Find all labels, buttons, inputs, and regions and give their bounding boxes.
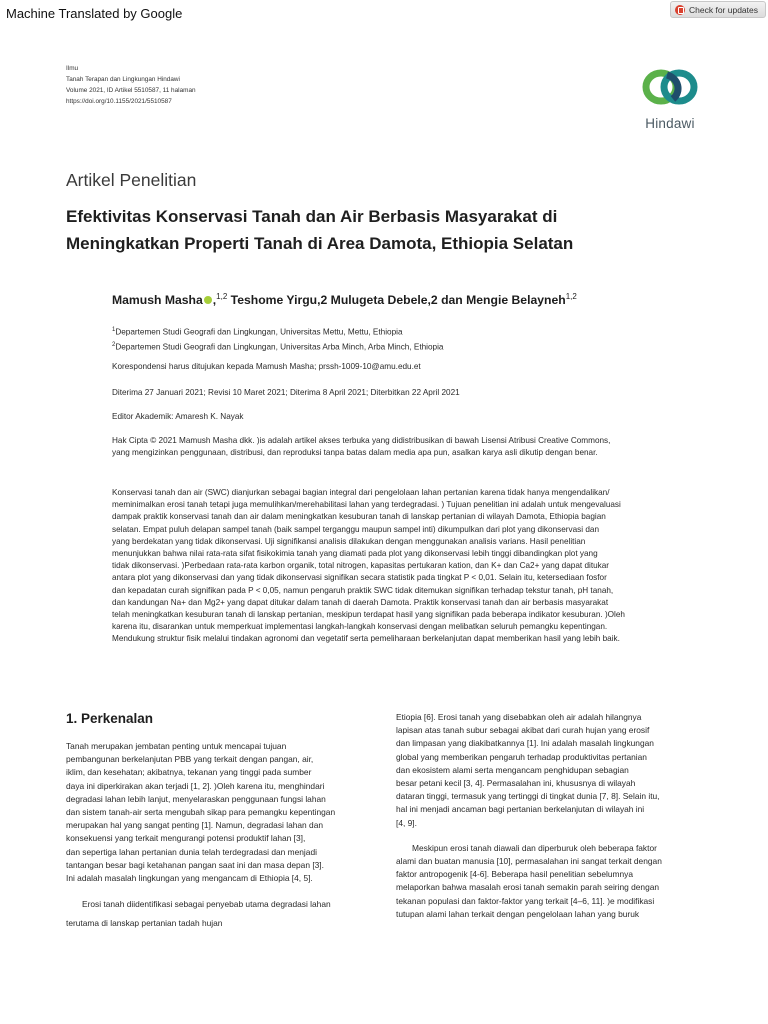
bookmark-icon	[675, 5, 685, 15]
abstract-line: Konservasi tanah dan air (SWC) dianjurkan sebagai bagian integral dari pengelolaan lahan pertanian karena tidak hanya mengendalikan/	[112, 488, 610, 497]
abstract-line: selatan. Empat puluh delapan sampel tanah (baik sampel terganggu maupun sampel inti) dikumpulkan dari plot yang dikonservasi dan	[112, 524, 599, 534]
copyright-notice	[112, 435, 712, 459]
affiliations	[112, 324, 443, 353]
check-for-updates-button[interactable]	[670, 1, 766, 18]
journal-meta	[66, 63, 196, 107]
machine-translation-banner: Machine Translated by Google	[6, 6, 183, 21]
correspondence: Korespondensi harus ditujukan kepada Mamush Masha; prssh-1009-10@amu.edu.et	[112, 362, 421, 371]
paragraph: Meskipun erosi tanah diawali dan diperburuk oleh beberapa faktor alami dan buatan manusia [10], permasalahan ini sangat terkait dengan faktor antropogenik [4-6]. Beberapa hasil penelitian sebelumnya melaporkan bahwa masalah erosi tanah semakin parah seiring dengan tekanan populasi dan faktor-faktor yang terkait [4–6, 11]. )e modifikasi tutupan alami lahan terkait dengan pengelolaan lahan yang buruk	[396, 842, 662, 919]
right-column	[396, 711, 708, 921]
abstract-line: telah meningkatkan kesuburan tanah di lanskap pertanian, meskipun terdapat hasil yang signifikan pada beberapa indikator kesuburan. )Oleh	[112, 610, 625, 620]
paper-title	[66, 203, 706, 257]
hindawi-wordmark: Hindawi	[645, 116, 695, 131]
doi-link[interactable]: https://doi.org/10.1155/2021/5510587	[66, 98, 172, 105]
section-heading: 1. Perkenalan	[66, 711, 154, 726]
abstract-line: dan kandungan Na+ dan Mg2+ yang dapat ditukar dalam tanah di daerah Damota. Praktik konservasi tanah dan air berbasis masyarakat	[112, 597, 609, 607]
abstract-line: yang berdekatan yang tidak dikonservasi. Uji signifikansi analisis dilakukan dengan menggunakan analisis varians. Hasil penelitian	[112, 536, 586, 546]
abstract	[112, 487, 716, 646]
affiliation-line: $^2$Departemen Studi Geografi dan Lingkungan, Universitas Arba Minch, Arba Minch, Ethiopia	[112, 341, 444, 352]
abstract-line: menunjukkan bahwa nilai rata-rata sifat fisikokimia tanah yang diamati pada plot yang dikonservasi lebih tinggi dibandingkan plot yang	[112, 549, 598, 559]
title-line: Efektivitas Konservasi Tanah dan Air Berbasis Masyarakat di	[66, 207, 558, 226]
publication-dates: Diterima 27 Januari 2021; Revisi 10 Maret 2021; Diterima 8 April 2021; Diterbitkan 22 April 2021	[112, 388, 460, 397]
affiliation-line: $^1$Departemen Studi Geografi dan Lingkungan, Universitas Mettu, Mettu, Ethiopia	[112, 327, 403, 337]
meta-line: Tanah Terapan dan Lingkungan Hindawi	[66, 76, 180, 83]
copyright-line: yang mengizinkan penggunaan, distribusi, dan reproduksi tanpa batas dalam media apa pun, asalkan karya asli dikutip dengan benar.	[112, 448, 598, 457]
check-for-updates-label: Check for updates	[689, 4, 758, 15]
abstract-line: meminimalkan erosi tanah tetapi juga memulihkan/merehabilitasi lahan yang terdegradasi. ) Tujuan penelitian ini adalah untuk mengevaluasi	[112, 500, 621, 510]
meta-line: Volume 2021, ID Artikel 5510587, 11 halaman	[66, 87, 196, 94]
left-column	[66, 740, 382, 931]
academic-editor: Editor Akademik: Amaresh K. Nayak	[112, 412, 244, 421]
orcid-icon[interactable]	[204, 296, 212, 304]
paragraph: Erosi tanah diidentifikasi sebagai penyebab utama degradasi lahan terutama di lanskap pertanian tadah hujan	[66, 899, 331, 929]
hindawi-logo	[634, 63, 706, 131]
abstract-line: dan kepadatan curah signifikan pada P < 0,05, namun pengaruh praktik SWC tidak ditemukan signifikan terhadap tekstur tanah, pH tanah,	[112, 585, 614, 595]
abstract-line: Mendukung struktur fisik melalui tindakan agronomi dan vegetatif serta pemeliharaan berkelanjutan dapat memberikan hasil yang lebih baik.	[112, 634, 620, 644]
abstract-line: dampak praktik konservasi tanah dan air dalam meningkatkan kesuburan tanah di lanskap pertanian di wilayah Damota, Ethiopia bagian	[112, 512, 606, 522]
author-names-rest: Teshome Yirgu,2 Mulugeta Debele,2 dan Mengie Belayneh	[230, 293, 566, 308]
paragraph: Etiopia [6]. Erosi tanah yang disebabkan oleh air adalah hilangnya lapisan atas tanah subur sebagai akibat dari curah hujan yang erosif dan limpasan yang diakibatkannya [1]. Ini adalah masalah lingkungan global yang memberikan pengaruh terhadap produktivitas pertanian dan ekosistem alami serta mengancam penghidupan sebagian besar petani kecil [3, 4]. Permasalahan ini, khususnya di wilayah dataran tinggi, termasuk yang tertinggi di tingkat dunia [7, 8]. Selain itu, hal ini menjadi ancaman bagi pertanian berkelanjutan di wilayah ini [4, 9].	[396, 712, 660, 828]
paragraph: Tanah merupakan jembatan penting untuk mencapai tujuan pembangunan berkelanjutan PBB yang terkait dengan pangan, air, iklim, dan kesehatan; akibatnya, tekanan yang tinggi pada sumber daya ini diperkirakan akan terjadi [1, 2]. )Oleh karena itu, menghindari degradasi lahan lebih lanjut, menyelaraskan penggunaan fungsi lahan dan sistem tanah-air serta mengubah sikap para pemangku kepentingan merupakan hal yang sangat penting [1]. Namun, degradasi lahan dan konsekuensi yang terkait mengurangi potensi produktif lahan [3], dan sepertiga lahan pertanian dunia telah terdegradasi dan menjadi tantangan besar bagi ketahanan pangan saat ini dan masa depan [3]. Ini adalah masalah lingkungan yang mengancam di Ethiopia [4, 5].	[66, 741, 336, 884]
abstract-line: tidak dikonservasi. )Perbedaan rata-rata karbon organik, total nitrogen, kapasitas pertukaran kation, dan K+ dan Ca2+ yang dapat ditukar	[112, 561, 610, 571]
copyright-line: Hak Cipta © 2021 Mamush Masha dkk. )is adalah artikel akses terbuka yang didistribusikan di bawah Lisensi Atribusi Creative Commons,	[112, 436, 611, 445]
meta-line: Ilmu	[66, 65, 79, 72]
title-line: Meningkatkan Properti Tanah di Area Damota, Ethiopia Selatan	[66, 234, 574, 253]
author-list: Mamush Masha ,$^{1,2}$ Teshome Yirgu,2 Mulugeta Debele,2 dan Mengie Belayneh$^{1,2}$	[112, 292, 577, 308]
abstract-line: karena itu, disarankan untuk memperkuat implementasi langkah-langkah konservasi dengan melibatkan seluruh pemangku kepentingan.	[112, 622, 608, 632]
author-sup: 1,2	[216, 292, 228, 301]
author-name: Mamush Masha	[112, 293, 203, 308]
author-sup: 1,2	[565, 292, 577, 301]
article-type: Artikel Penelitian	[66, 170, 197, 190]
hindawi-logo-icon	[634, 63, 706, 111]
abstract-line: antara plot yang dikonservasi dan yang tidak dikonservasi signifikan secara statistik pada tingkat P < 0,01. Selain itu, ketersediaan fosfor	[112, 573, 607, 583]
